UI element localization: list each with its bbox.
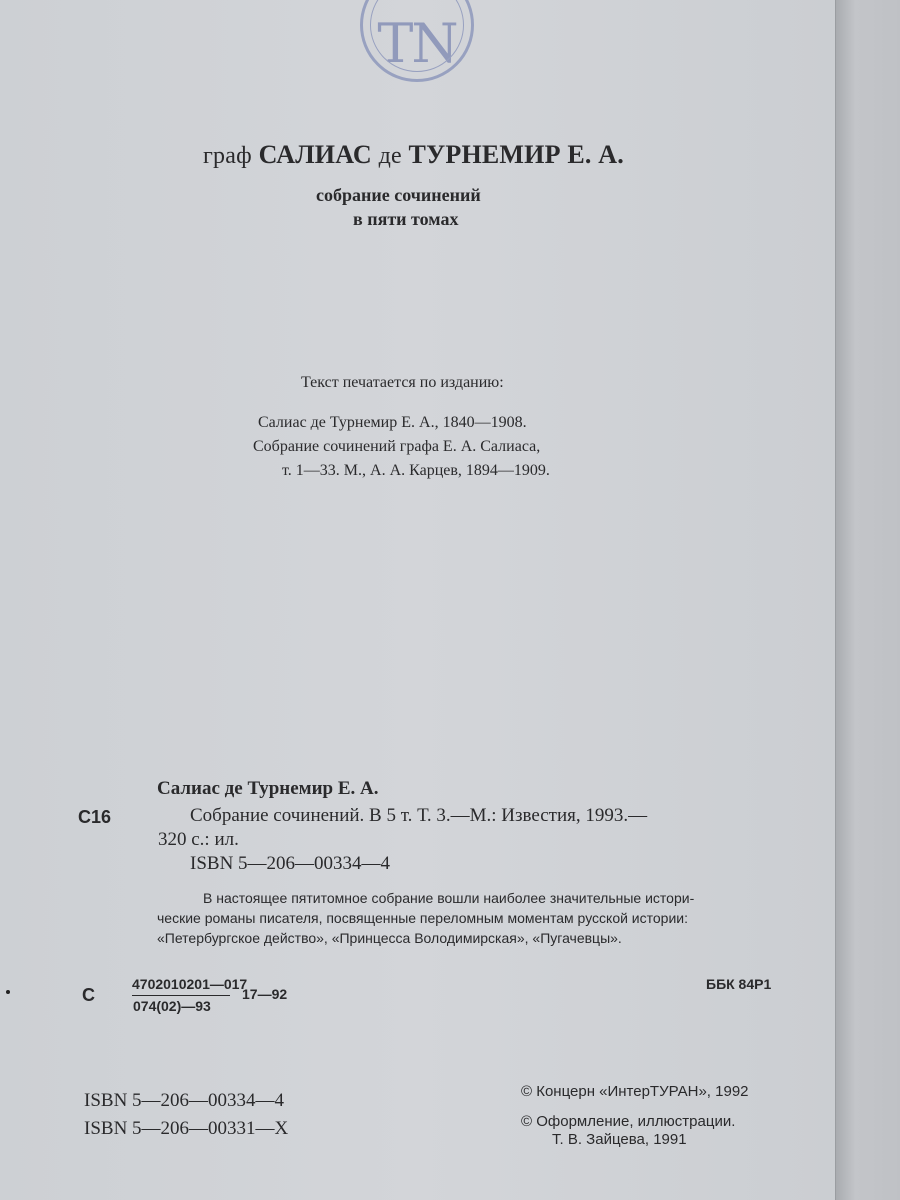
fraction-numerator: 4702010201—017	[132, 976, 248, 992]
stamp-text: TN	[377, 11, 457, 75]
card-heading: Салиас де Турнемир Е. А.	[157, 778, 379, 799]
source-line-1: Салиас де Турнемир Е. А., 1840—1908.	[258, 414, 527, 431]
bbk-code: ББК 84Р1	[706, 976, 772, 992]
fraction-denominator: 074(02)—93	[133, 998, 211, 1014]
ink-dot	[6, 990, 10, 994]
imprint-isbn-1: ISBN 5—206—00334—4	[84, 1090, 285, 1111]
card-code: С16	[78, 807, 112, 827]
source-line-2: Собрание сочинений графа Е. А. Салиаса,	[253, 438, 541, 455]
author-particle: де	[378, 143, 402, 169]
author-title	[203, 140, 624, 170]
subtitle-line-1: собрание сочинений	[316, 185, 481, 205]
abstract-line-3: «Петербургское действо», «Принцесса Володимирская», «Пугачевцы».	[157, 930, 622, 946]
source-intro: Текст печатается по изданию:	[301, 374, 504, 391]
card-description-line-2: 320 с.: ил.	[158, 829, 239, 850]
copyright-2-line-1: © Оформление, иллюстрации.	[521, 1113, 736, 1130]
author-prefix: граф	[203, 143, 252, 169]
source-line-3: т. 1—33. М., А. А. Карцев, 1894—1909.	[282, 462, 550, 479]
abstract-line-1: В настоящее пятитомное собрание вошли наиболее значительные истори-	[203, 890, 695, 906]
card-description-line-1: Собрание сочинений. В 5 т. Т. 3.—М.: Известия, 1993.—	[190, 805, 648, 826]
author-name: САЛИАС	[258, 140, 372, 169]
author-surname: ТУРНЕМИР Е. А.	[408, 140, 624, 169]
fraction-bar	[132, 995, 230, 996]
subtitle-line-2: в пяти томах	[353, 209, 459, 229]
abstract-line-2: ческие романы писателя, посвященные переломным моментам русской истории:	[157, 910, 688, 926]
copyright-2-line-2: Т. В. Зайцева, 1991	[552, 1131, 687, 1148]
card-isbn: ISBN 5—206—00334—4	[190, 853, 391, 874]
adjacent-page-edge	[835, 0, 900, 1200]
fraction-suffix: 17—92	[242, 986, 288, 1002]
fraction-letter: С	[82, 985, 95, 1005]
copyright-1: © Концерн «ИнтерТУРАН», 1992	[521, 1083, 749, 1100]
imprint-isbn-2: ISBN 5—206—00331—Х	[84, 1118, 289, 1139]
